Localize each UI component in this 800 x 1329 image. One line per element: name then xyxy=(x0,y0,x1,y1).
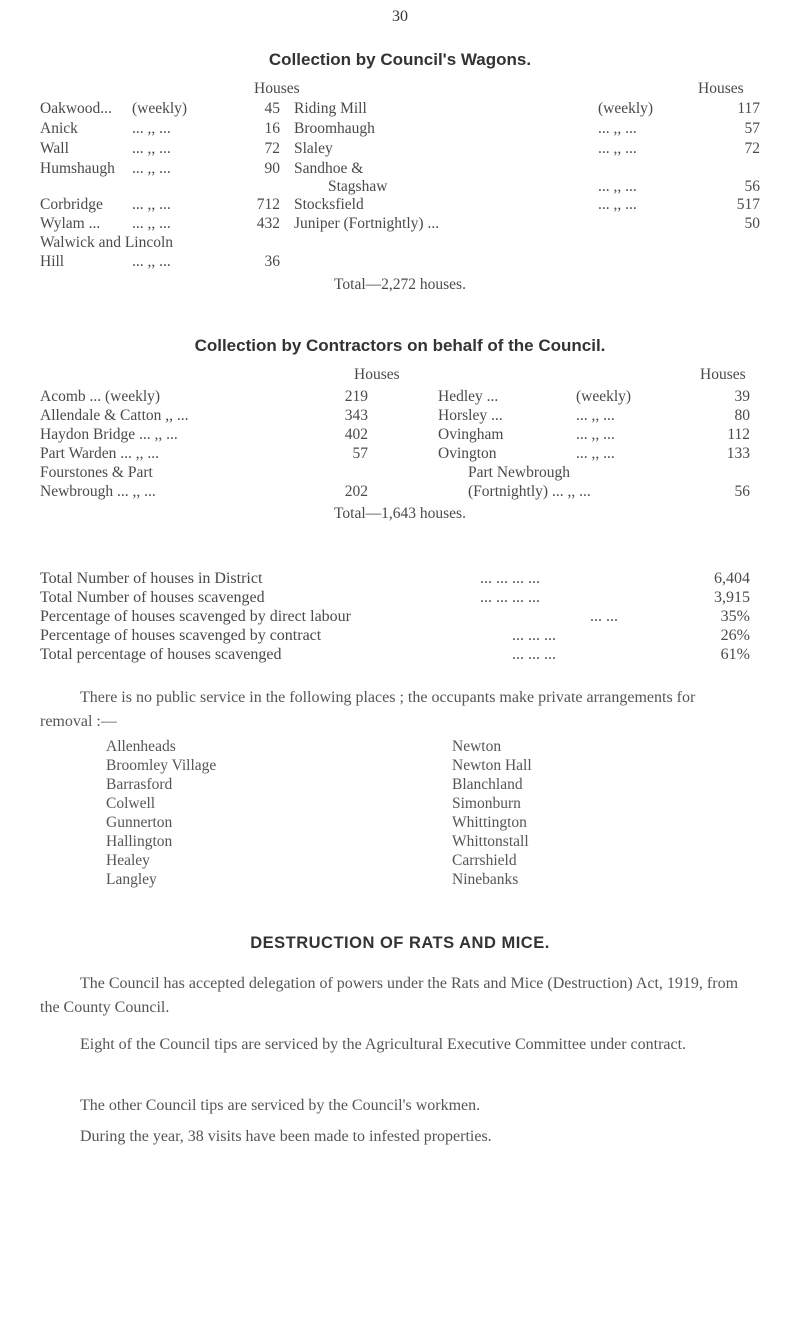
summary-label: Percentage of houses scavenged by contract xyxy=(40,627,322,644)
contractor-place-name: Part Newbrough xyxy=(468,464,571,481)
contractor-place-name: Ovingham xyxy=(438,426,504,443)
summary-dots: ... ... ... ... xyxy=(480,570,540,587)
contractor-place-name: Part Warden ... ,, ... xyxy=(40,445,159,462)
contractor-house-count: 56 xyxy=(734,483,750,500)
contractor-place-name: Ovington xyxy=(438,445,497,462)
wagon-place-name: Stocksfield xyxy=(294,196,364,213)
contractor-house-count: 343 xyxy=(344,407,368,424)
rats-paragraph: Eight of the Council tips are serviced by the Agricultural Executive Committee under contract. xyxy=(80,1036,687,1053)
wagon-house-count: 45 xyxy=(264,100,280,117)
wagon-house-count: 72 xyxy=(264,140,280,157)
wagon-house-count: 16 xyxy=(264,120,280,137)
contractor-frequency: ... ,, ... xyxy=(576,445,615,462)
wagon-house-count: 72 xyxy=(744,140,760,157)
contractors-houses-header-left: Houses xyxy=(354,366,400,383)
rats-paragraph: During the year, 38 visits have been made to infested properties. xyxy=(80,1128,492,1145)
wagon-place-name: Humshaugh xyxy=(40,160,115,177)
summary-value: 61% xyxy=(720,646,750,663)
wagon-place-name: Broomhaugh xyxy=(294,120,375,137)
wagons-houses-header-right: Houses xyxy=(698,80,744,97)
wagon-frequency: ... ,, ... xyxy=(132,253,171,270)
contractor-house-count: 39 xyxy=(734,388,750,405)
contractor-house-count: 80 xyxy=(734,407,750,424)
place-name: Newton xyxy=(452,738,502,755)
wagon-house-count: 57 xyxy=(744,120,760,137)
wagons-total: Total—2,272 houses. xyxy=(334,276,466,293)
wagon-frequency: ... ,, ... xyxy=(132,140,171,157)
place-name: Newton Hall xyxy=(452,757,532,774)
contractor-frequency: (weekly) xyxy=(576,388,632,405)
summary-value: 6,404 xyxy=(714,570,750,587)
wagon-place-name: Stagshaw xyxy=(328,178,388,195)
rats-paragraph: The other Council tips are serviced by the Council's workmen. xyxy=(80,1097,481,1114)
place-name: Langley xyxy=(106,871,157,888)
place-name: Colwell xyxy=(106,795,156,812)
place-name: Whittonstall xyxy=(452,833,529,850)
wagon-frequency: (weekly) xyxy=(132,100,188,117)
place-name: Hallington xyxy=(106,833,173,850)
place-name: Blanchland xyxy=(452,776,523,793)
wagon-house-count: 90 xyxy=(264,160,280,177)
summary-label: Percentage of houses scavenged by direct labour xyxy=(40,608,351,625)
wagon-place-name: Oakwood... xyxy=(40,100,112,117)
page-number: 30 xyxy=(392,8,408,25)
place-name: Healey xyxy=(106,852,150,869)
contractor-frequency: ... ,, ... xyxy=(576,407,615,424)
wagons-houses-header-left: Houses xyxy=(254,80,300,97)
place-name: Broomley Village xyxy=(106,757,217,774)
summary-dots: ... ... ... xyxy=(512,646,556,663)
summary-value: 26% xyxy=(720,627,750,644)
wagon-frequency: ... ,, ... xyxy=(132,160,171,177)
contractors-houses-header-right: Houses xyxy=(700,366,746,383)
summary-dots: ... ... ... ... xyxy=(480,589,540,606)
summary-value: 3,915 xyxy=(714,589,750,606)
wagon-place-name: Wall xyxy=(40,140,69,157)
wagon-place-name: Wylam ... xyxy=(40,215,101,232)
wagon-place-name: Corbridge xyxy=(40,196,103,213)
contractor-house-count: 219 xyxy=(344,388,368,405)
rats-paragraph: The Council has accepted delegation of powers under the Rats and Mice (Destruction) Act, 1919, from the County Council. xyxy=(40,975,739,1016)
place-name: Gunnerton xyxy=(106,814,173,831)
wagon-house-count: 56 xyxy=(744,178,760,195)
place-name: Allenheads xyxy=(106,738,176,755)
contractor-place-name: (Fortnightly) ... ,, ... xyxy=(468,483,591,500)
wagon-house-count: 432 xyxy=(256,215,280,232)
wagon-house-count: 712 xyxy=(256,196,280,213)
contractor-house-count: 202 xyxy=(344,483,368,500)
contractors-heading: Collection by Contractors on behalf of the Council. xyxy=(194,336,606,355)
wagon-frequency: ... ,, ... xyxy=(598,140,637,157)
contractor-house-count: 112 xyxy=(727,426,750,443)
summary-label: Total percentage of houses scavenged xyxy=(40,646,282,663)
contractor-place-name: Newbrough ... ,, ... xyxy=(40,483,156,500)
contractor-place-name: Allendale & Catton ,, ... xyxy=(40,407,189,424)
summary-dots: ... ... ... xyxy=(512,627,556,644)
wagon-house-count: 117 xyxy=(737,100,760,117)
rats-heading: DESTRUCTION OF RATS AND MICE. xyxy=(250,934,550,952)
contractor-place-name: Acomb ... (weekly) xyxy=(40,388,161,405)
contractor-frequency: ... ,, ... xyxy=(576,426,615,443)
place-name: Simonburn xyxy=(452,795,521,812)
wagon-frequency: ... ,, ... xyxy=(598,196,637,213)
wagon-place-name: Hill xyxy=(40,253,65,270)
contractor-house-count: 133 xyxy=(726,445,750,462)
summary-label: Total Number of houses scavenged xyxy=(40,589,265,606)
wagon-frequency: ... ,, ... xyxy=(598,120,637,137)
wagon-place-name: Walwick and Lincoln xyxy=(40,234,174,251)
wagon-house-count: 517 xyxy=(736,196,760,213)
no-service-paragraph: There is no public service in the following places ; the occupants make private arrangements for removal :— xyxy=(40,689,696,730)
wagon-house-count: 36 xyxy=(264,253,280,270)
wagon-frequency: ... ,, ... xyxy=(598,178,637,195)
contractor-place-name: Haydon Bridge ... ,, ... xyxy=(40,426,178,443)
wagon-frequency: ... ,, ... xyxy=(132,196,171,213)
summary-dots: ... ... xyxy=(590,608,618,625)
wagon-frequency: (weekly) xyxy=(598,100,654,117)
wagon-house-count: 50 xyxy=(744,215,760,232)
wagons-heading: Collection by Council's Wagons. xyxy=(268,50,532,69)
wagon-place-name: Anick xyxy=(40,120,78,137)
contractor-house-count: 57 xyxy=(352,445,368,462)
wagon-place-name: Riding Mill xyxy=(294,100,367,117)
contractor-place-name: Horsley ... xyxy=(438,407,503,424)
wagon-frequency: ... ,, ... xyxy=(132,215,171,232)
wagon-frequency: ... ,, ... xyxy=(132,120,171,137)
contractor-place-name: Fourstones & Part xyxy=(40,464,153,481)
wagon-place-name: Slaley xyxy=(294,140,333,157)
place-name: Whittington xyxy=(452,814,527,831)
wagon-place-name: Juniper (Fortnightly) ... xyxy=(294,215,440,232)
wagon-place-name: Sandhoe & xyxy=(294,160,364,177)
place-name: Barrasford xyxy=(106,776,173,793)
contractor-house-count: 402 xyxy=(344,426,368,443)
summary-value: 35% xyxy=(720,608,750,625)
place-name: Carrshield xyxy=(452,852,517,869)
contractor-place-name: Hedley ... xyxy=(438,388,499,405)
place-name: Ninebanks xyxy=(452,871,519,888)
summary-label: Total Number of houses in District xyxy=(40,570,263,587)
contractors-total: Total—1,643 houses. xyxy=(334,505,466,522)
